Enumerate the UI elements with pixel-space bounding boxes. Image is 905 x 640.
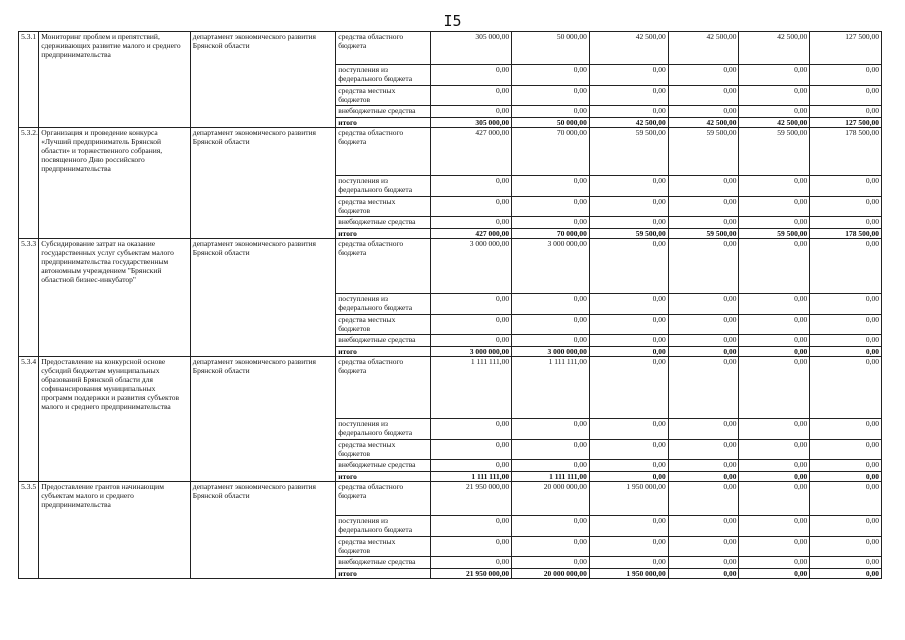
amount-cell: 0,00: [512, 197, 590, 217]
amount-cell: 0,00: [431, 419, 512, 440]
amount-cell: 427 000,00: [431, 229, 512, 239]
amount-cell: 42 500,00: [589, 118, 668, 128]
amount-cell: 0,00: [512, 419, 590, 440]
amount-cell: 0,00: [431, 217, 512, 229]
amount-cell: 0,00: [668, 217, 739, 229]
amount-cell: 0,00: [810, 65, 882, 86]
item-number: 5.3.5: [19, 482, 39, 579]
amount-cell: 0,00: [668, 347, 739, 357]
amount-cell: 0,00: [431, 176, 512, 197]
amount-cell: 0,00: [668, 537, 739, 557]
table-row: [19, 239, 882, 294]
funding-source: поступления из федерального бюджета: [336, 516, 431, 537]
amount-cell: 0,00: [668, 516, 739, 537]
amount-cell: 0,00: [589, 65, 668, 86]
amount-cell: 0,00: [810, 315, 882, 335]
amount-cell: 0,00: [589, 440, 668, 460]
amount-cell: 0,00: [810, 537, 882, 557]
amount-cell: 0,00: [739, 315, 810, 335]
funding-source: итого: [336, 569, 431, 579]
activity-name: Субсидирование затрат на оказание государственных услуг субъектам малого предпринимательства государственным автономным учреждением "Брянский областной бизнес-инкубатор": [39, 239, 191, 357]
amount-cell: 59 500,00: [668, 229, 739, 239]
table-row: [19, 482, 882, 516]
amount-cell: 70 000,00: [512, 229, 590, 239]
amount-cell: 0,00: [810, 176, 882, 197]
amount-cell: 0,00: [668, 239, 739, 294]
amount-cell: 0,00: [431, 65, 512, 86]
amount-cell: 50 000,00: [512, 118, 590, 128]
amount-cell: 42 500,00: [589, 32, 668, 65]
budget-table: [18, 31, 882, 579]
amount-cell: 0,00: [589, 557, 668, 569]
amount-cell: 0,00: [739, 86, 810, 106]
amount-cell: 42 500,00: [668, 32, 739, 65]
table-row: [19, 32, 882, 65]
funding-source: итого: [336, 118, 431, 128]
amount-cell: 59 500,00: [668, 128, 739, 176]
amount-cell: 0,00: [739, 65, 810, 86]
amount-cell: 0,00: [512, 516, 590, 537]
amount-cell: 0,00: [589, 347, 668, 357]
amount-cell: 0,00: [431, 197, 512, 217]
amount-cell: 0,00: [810, 106, 882, 118]
funding-source: итого: [336, 472, 431, 482]
item-number: 5.3.3: [19, 239, 39, 357]
amount-cell: 0,00: [431, 557, 512, 569]
funding-source: внебюджетные средства: [336, 335, 431, 347]
amount-cell: 0,00: [589, 357, 668, 419]
amount-cell: 0,00: [668, 472, 739, 482]
funding-source: средства местных бюджетов: [336, 440, 431, 460]
amount-cell: 59 500,00: [739, 128, 810, 176]
amount-cell: 1 111 111,00: [512, 357, 590, 419]
funding-source: средства областного бюджета: [336, 239, 431, 294]
amount-cell: 0,00: [810, 482, 882, 516]
funding-source: поступления из федерального бюджета: [336, 294, 431, 315]
funding-source: средства областного бюджета: [336, 128, 431, 176]
funding-source: внебюджетные средства: [336, 106, 431, 118]
funding-source: поступления из федерального бюджета: [336, 65, 431, 86]
amount-cell: 21 950 000,00: [431, 482, 512, 516]
amount-cell: 0,00: [810, 460, 882, 472]
amount-cell: 0,00: [589, 460, 668, 472]
amount-cell: 0,00: [589, 86, 668, 106]
funding-source: поступления из федерального бюджета: [336, 419, 431, 440]
amount-cell: 0,00: [739, 569, 810, 579]
table-row: [19, 357, 882, 419]
amount-cell: 0,00: [512, 460, 590, 472]
responsible-executor: департамент экономического развития Брянской области: [190, 482, 336, 579]
amount-cell: 0,00: [810, 294, 882, 315]
amount-cell: 0,00: [739, 482, 810, 516]
amount-cell: 0,00: [512, 176, 590, 197]
amount-cell: 3 000 000,00: [512, 347, 590, 357]
amount-cell: 0,00: [512, 315, 590, 335]
amount-cell: 3 000 000,00: [431, 239, 512, 294]
amount-cell: 20 000 000,00: [512, 569, 590, 579]
amount-cell: 42 500,00: [739, 32, 810, 65]
amount-cell: 0,00: [668, 176, 739, 197]
amount-cell: 0,00: [739, 217, 810, 229]
amount-cell: 0,00: [668, 65, 739, 86]
amount-cell: 0,00: [431, 106, 512, 118]
funding-source: внебюджетные средства: [336, 460, 431, 472]
amount-cell: 0,00: [431, 315, 512, 335]
amount-cell: 0,00: [739, 460, 810, 472]
funding-source: поступления из федерального бюджета: [336, 176, 431, 197]
responsible-executor: департамент экономического развития Брянской области: [190, 32, 336, 128]
funding-source: итого: [336, 347, 431, 357]
amount-cell: 42 500,00: [668, 118, 739, 128]
funding-source: средства областного бюджета: [336, 357, 431, 419]
amount-cell: 0,00: [810, 86, 882, 106]
amount-cell: 0,00: [810, 557, 882, 569]
item-number: 5.3.4: [19, 357, 39, 482]
funding-source: итого: [336, 229, 431, 239]
amount-cell: 50 000,00: [512, 32, 590, 65]
amount-cell: 305 000,00: [431, 118, 512, 128]
amount-cell: 0,00: [739, 335, 810, 347]
amount-cell: 0,00: [589, 335, 668, 347]
amount-cell: 127 500,00: [810, 32, 882, 65]
table-row: [19, 128, 882, 176]
amount-cell: 0,00: [589, 537, 668, 557]
amount-cell: 0,00: [739, 239, 810, 294]
amount-cell: 0,00: [810, 335, 882, 347]
funding-source: средства областного бюджета: [336, 32, 431, 65]
amount-cell: 0,00: [810, 440, 882, 460]
item-number: 5.3.2.: [19, 128, 39, 239]
amount-cell: 0,00: [668, 440, 739, 460]
amount-cell: 0,00: [589, 294, 668, 315]
amount-cell: 0,00: [810, 419, 882, 440]
amount-cell: 0,00: [589, 472, 668, 482]
amount-cell: 0,00: [589, 176, 668, 197]
amount-cell: 0,00: [512, 537, 590, 557]
amount-cell: 42 500,00: [739, 118, 810, 128]
amount-cell: 0,00: [512, 440, 590, 460]
amount-cell: 59 500,00: [739, 229, 810, 239]
amount-cell: 20 000 000,00: [512, 482, 590, 516]
funding-source: средства местных бюджетов: [336, 537, 431, 557]
page-number: I5: [443, 12, 462, 30]
amount-cell: 0,00: [668, 335, 739, 347]
activity-name: Мониторинг проблем и препятствий, сдерживающих развитие малого и среднего предпринимательства: [39, 32, 191, 128]
amount-cell: 0,00: [431, 516, 512, 537]
amount-cell: 0,00: [739, 357, 810, 419]
amount-cell: 1 111 111,00: [431, 357, 512, 419]
item-number: 5.3.1: [19, 32, 39, 128]
amount-cell: 0,00: [431, 440, 512, 460]
amount-cell: 0,00: [739, 537, 810, 557]
funding-source: средства местных бюджетов: [336, 315, 431, 335]
funding-source: внебюджетные средства: [336, 557, 431, 569]
amount-cell: 3 000 000,00: [431, 347, 512, 357]
amount-cell: 1 111 111,00: [512, 472, 590, 482]
amount-cell: 0,00: [431, 537, 512, 557]
amount-cell: 0,00: [810, 197, 882, 217]
amount-cell: 0,00: [668, 569, 739, 579]
funding-source: средства местных бюджетов: [336, 197, 431, 217]
amount-cell: 178 500,00: [810, 229, 882, 239]
amount-cell: 427 000,00: [431, 128, 512, 176]
amount-cell: 0,00: [668, 460, 739, 472]
amount-cell: 0,00: [739, 294, 810, 315]
amount-cell: 0,00: [739, 557, 810, 569]
amount-cell: 0,00: [512, 335, 590, 347]
amount-cell: 0,00: [668, 557, 739, 569]
funding-source: средства областного бюджета: [336, 482, 431, 516]
amount-cell: 0,00: [668, 482, 739, 516]
amount-cell: 0,00: [512, 106, 590, 118]
amount-cell: 0,00: [810, 347, 882, 357]
amount-cell: 0,00: [589, 106, 668, 118]
amount-cell: 0,00: [668, 197, 739, 217]
amount-cell: 3 000 000,00: [512, 239, 590, 294]
amount-cell: 0,00: [739, 347, 810, 357]
responsible-executor: департамент экономического развития Брянской области: [190, 357, 336, 482]
amount-cell: 0,00: [668, 86, 739, 106]
amount-cell: 0,00: [589, 315, 668, 335]
amount-cell: 0,00: [810, 472, 882, 482]
amount-cell: 0,00: [589, 217, 668, 229]
amount-cell: 70 000,00: [512, 128, 590, 176]
amount-cell: 0,00: [431, 86, 512, 106]
amount-cell: 0,00: [739, 516, 810, 537]
amount-cell: 0,00: [739, 197, 810, 217]
amount-cell: 127 500,00: [810, 118, 882, 128]
amount-cell: 0,00: [512, 217, 590, 229]
amount-cell: 0,00: [589, 197, 668, 217]
amount-cell: 0,00: [431, 335, 512, 347]
amount-cell: 59 500,00: [589, 128, 668, 176]
funding-source: внебюджетные средства: [336, 217, 431, 229]
amount-cell: 0,00: [810, 239, 882, 294]
amount-cell: 0,00: [668, 106, 739, 118]
amount-cell: 0,00: [431, 294, 512, 315]
amount-cell: 0,00: [512, 65, 590, 86]
amount-cell: 1 111 111,00: [431, 472, 512, 482]
amount-cell: 0,00: [668, 357, 739, 419]
amount-cell: 0,00: [589, 516, 668, 537]
amount-cell: 0,00: [668, 419, 739, 440]
responsible-executor: департамент экономического развития Брянской области: [190, 128, 336, 239]
activity-name: Предоставление грантов начинающим субъектам малого и среднего предпринимательства: [39, 482, 191, 579]
amount-cell: 0,00: [739, 472, 810, 482]
amount-cell: 305 000,00: [431, 32, 512, 65]
amount-cell: 0,00: [431, 460, 512, 472]
amount-cell: 0,00: [512, 557, 590, 569]
amount-cell: 0,00: [810, 516, 882, 537]
amount-cell: 0,00: [739, 106, 810, 118]
amount-cell: 0,00: [668, 315, 739, 335]
amount-cell: 0,00: [512, 294, 590, 315]
activity-name: Организация и проведение конкурса «Лучший предприниматель Брянской области» и торжественного собрания, посвященного Дню российского предпринимательства: [39, 128, 191, 239]
funding-source: средства местных бюджетов: [336, 86, 431, 106]
amount-cell: 178 500,00: [810, 128, 882, 176]
activity-name: Предоставление на конкурсной основе субсидий бюджетам муниципальных образований Брянской области для софинансирования муниципальных программ поддержки и развития субъектов малого и среднего предпринимательства: [39, 357, 191, 482]
amount-cell: 1 950 000,00: [589, 569, 668, 579]
amount-cell: 21 950 000,00: [431, 569, 512, 579]
amount-cell: 0,00: [810, 357, 882, 419]
amount-cell: 0,00: [810, 217, 882, 229]
amount-cell: 0,00: [739, 419, 810, 440]
amount-cell: 59 500,00: [589, 229, 668, 239]
amount-cell: 1 950 000,00: [589, 482, 668, 516]
amount-cell: 0,00: [739, 440, 810, 460]
amount-cell: 0,00: [668, 294, 739, 315]
responsible-executor: департамент экономического развития Брянской области: [190, 239, 336, 357]
amount-cell: 0,00: [589, 419, 668, 440]
amount-cell: 0,00: [512, 86, 590, 106]
amount-cell: 0,00: [739, 176, 810, 197]
amount-cell: 0,00: [589, 239, 668, 294]
amount-cell: 0,00: [810, 569, 882, 579]
